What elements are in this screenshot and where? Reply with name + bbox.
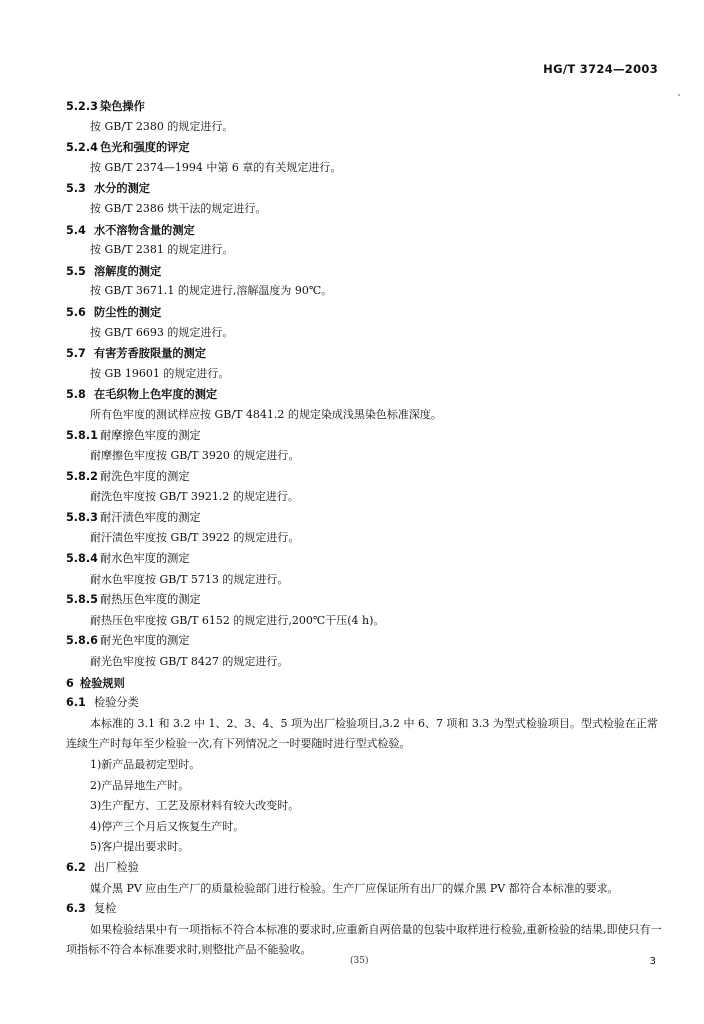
section-title: 耐水色牢度的测定 [100, 552, 190, 566]
section-number: 5.8.5 [66, 593, 98, 607]
section-paragraph: 耐摩擦色牢度按 GB/T 3920 的规定进行。 [90, 449, 300, 463]
section-number: 5.8.6 [66, 634, 98, 648]
section-number: 5.8.2 [66, 469, 98, 483]
section-title: 检验分类 [94, 696, 139, 710]
section-number: 5.8.4 [66, 552, 98, 566]
section-title: 在毛织物上色牢度的测定 [94, 387, 218, 402]
section-paragraph: 按 GB/T 6693 的规定进行。 [90, 325, 234, 339]
section-paragraph: 按 GB/T 3671.1 的规定进行,溶解温度为 90℃。 [90, 284, 333, 298]
section-title: 耐热压色牢度的测定 [100, 593, 201, 607]
section-paragraph: 按 GB/T 2380 的规定进行。 [90, 119, 234, 133]
section-heading [66, 343, 666, 364]
section-paragraph: 耐洗色牢度按 GB/T 3921.2 的规定进行。 [90, 490, 299, 504]
section-title: 有害芳香胺限量的测定 [94, 346, 206, 361]
list-item: 2)产品异地生产时。 [90, 778, 190, 792]
section-heading [66, 220, 666, 241]
section-title: 溶解度的测定 [94, 263, 162, 278]
section-paragraph: 按 GB/T 2386 烘干法的规定进行。 [90, 201, 267, 215]
section-title: 染色操作 [100, 99, 145, 113]
section-number: 6.2 [66, 860, 86, 874]
list-item: 3)生产配方、工艺及原材料有较大改变时。 [90, 799, 300, 813]
section-heading [66, 137, 666, 158]
scan-speck [678, 94, 680, 96]
section-heading [66, 631, 666, 652]
section-heading [66, 508, 666, 529]
document-body [66, 96, 666, 961]
section-heading [66, 302, 666, 323]
section-number: 6.3 [66, 902, 86, 916]
section-paragraph: 媒介黑 PV 应由生产厂的质量检验部门进行检验。生产厂应保证所有出厂的媒介黑 PV 都符合本标准的要求。 [90, 881, 619, 895]
section-number: 5.2.3 [66, 100, 98, 113]
section-heading [66, 178, 666, 199]
section-number: 6.1 [66, 696, 86, 710]
section-heading [66, 549, 666, 570]
section-number: 6 [66, 676, 74, 690]
section-title: 耐摩擦色牢度的测定 [100, 428, 201, 442]
section-heading [66, 467, 666, 488]
section-number: 5.8.3 [66, 510, 98, 524]
section-paragraph: 耐水色牢度按 GB/T 5713 的规定进行。 [90, 572, 289, 586]
section-title: 色光和强度的评定 [100, 140, 190, 155]
section-paragraph: 本标准的 3.1 和 3.2 中 1、2、3、4、5 项为出厂检验项目,3.2 中 6、7 项和 3.3 为型式检验项目。型式检验在正常连续生产时每年至少检验一次,有下列情况之一时要随时进行型式检验。 [66, 716, 658, 751]
page-number: 3 [649, 956, 656, 967]
standard-code: HG/T 3724—2003 [543, 62, 658, 76]
section-heading [66, 590, 666, 611]
section-heading [66, 673, 666, 694]
section-heading [66, 384, 666, 405]
list-item: 1)新产品最初定型时。 [90, 758, 201, 771]
section-paragraph: 按 GB 19601 的规定进行。 [90, 366, 230, 380]
section-paragraph: 耐热压色牢度按 GB/T 6152 的规定进行,200℃干压(4 h)。 [90, 613, 385, 627]
section-paragraph: 所有色牢度的测试样应按 GB/T 4841.2 的规定染成浅黑染色标准深度。 [90, 407, 442, 421]
section-heading [66, 899, 666, 920]
section-number: 5.7 [66, 347, 86, 361]
section-paragraph: 如果检验结果中有一项指标不符合本标准的要求时,应重新自两倍量的包装中取样进行检验,重新检验的结果,即使只有一项指标不符合本标准要求时,则整批产品不能验收。 [66, 922, 662, 957]
section-title: 水不溶物含量的测定 [94, 222, 195, 237]
section-heading [66, 858, 666, 879]
section-number: 5.2.4 [66, 141, 98, 155]
section-paragraph: 按 GB/T 2381 的规定进行。 [90, 243, 234, 257]
section-heading [66, 96, 666, 117]
section-paragraph: 按 GB/T 2374—1994 中第 6 章的有关规定进行。 [90, 160, 342, 174]
list-item: 4)停产三个月后又恢复生产时。 [90, 819, 245, 833]
section-number: 5.5 [66, 264, 86, 278]
section-title: 水分的测定 [94, 181, 150, 196]
section-heading [66, 261, 666, 282]
list-item: 5)客户提出要求时。 [90, 840, 190, 854]
footer-code: (35) [350, 956, 369, 966]
section-heading [66, 693, 666, 714]
section-paragraph: 耐汗渍色牢度按 GB/T 3922 的规定进行。 [90, 531, 300, 545]
section-title: 耐光色牢度的测定 [100, 634, 190, 648]
section-number: 5.8 [66, 388, 86, 402]
section-number: 5.8.1 [66, 428, 98, 442]
section-paragraph: 耐光色牢度按 GB/T 8427 的规定进行。 [90, 655, 289, 669]
section-heading [66, 426, 666, 447]
section-number: 5.6 [66, 305, 86, 319]
section-title: 检验规则 [80, 675, 125, 690]
section-number: 5.4 [66, 223, 86, 237]
section-title: 耐汗渍色牢度的测定 [100, 510, 201, 524]
section-title: 出厂检验 [94, 860, 139, 874]
section-title: 复检 [94, 902, 117, 916]
section-title: 耐洗色牢度的测定 [100, 469, 190, 483]
section-number: 5.3 [66, 182, 86, 196]
section-title: 防尘性的测定 [94, 304, 162, 319]
